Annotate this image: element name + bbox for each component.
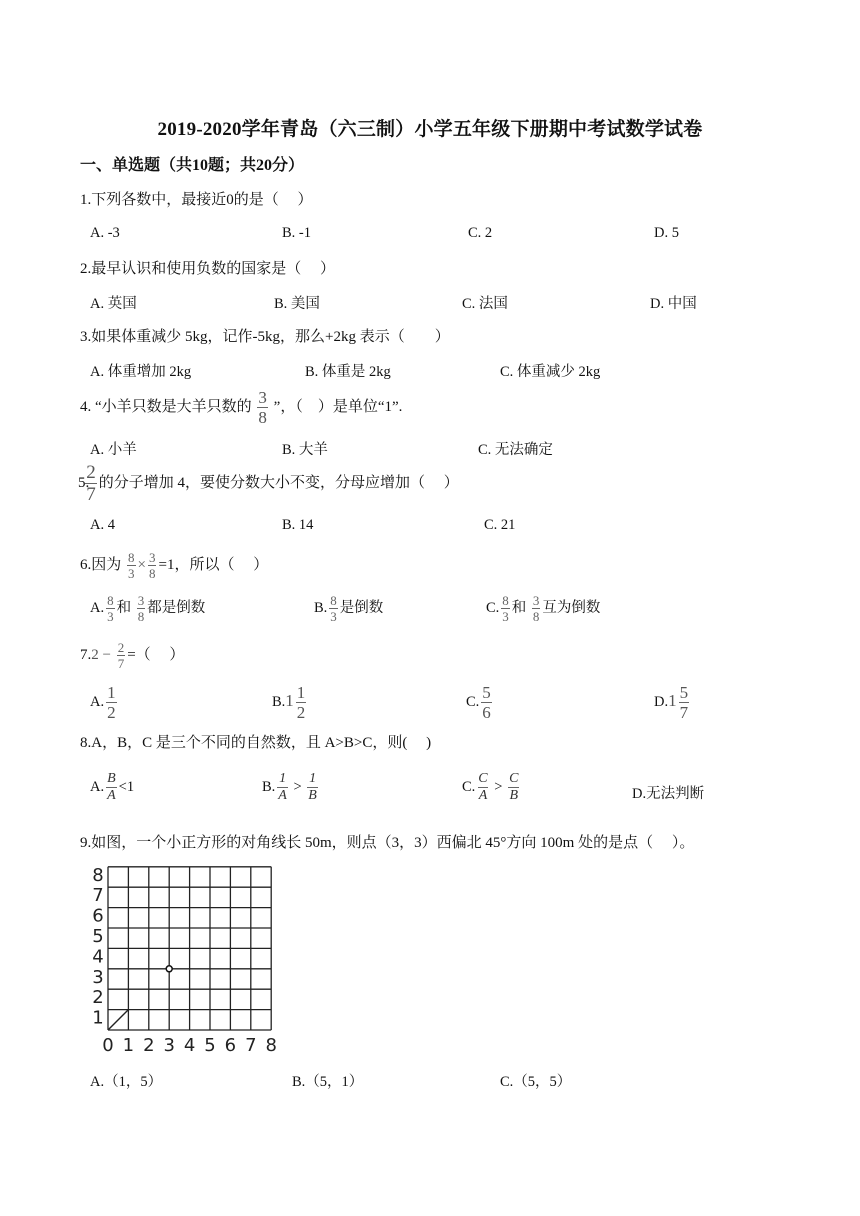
question-1: 1.下列各数中，最接近0的是（ ） xyxy=(80,192,313,208)
x-tick-label: 2 xyxy=(143,1035,155,1056)
q7-d-frac xyxy=(679,684,690,721)
q7-den: 7 xyxy=(117,656,125,671)
q6-b-text: 是倒数 xyxy=(339,599,384,616)
q7-num: 2 xyxy=(117,640,125,655)
q6-b-label: B. xyxy=(314,599,328,616)
q8-c-n1: C xyxy=(478,771,488,786)
q7-whole: 2 − xyxy=(91,646,111,663)
q3-option-b[interactable]: B. 体重是 2kg xyxy=(305,364,391,380)
x-tick-label: 7 xyxy=(245,1035,257,1056)
q6-f2-num: 3 xyxy=(148,550,156,565)
q5-text: 的分子增加 4，要使分数大小不变，分母应增加（ ） xyxy=(98,474,459,491)
q1-option-c[interactable]: C. 2 xyxy=(468,225,493,241)
q7-c-num: 5 xyxy=(482,683,491,702)
q6-a-and: 和 xyxy=(116,599,132,616)
q6-b-num: 8 xyxy=(330,593,337,608)
q7-b-label: B. xyxy=(272,693,286,710)
q8-c-d2: B xyxy=(509,788,519,803)
q8-option-a[interactable] xyxy=(90,772,134,803)
q6-f2-den: 8 xyxy=(148,566,156,581)
exam-title: 2019-2020学年青岛（六三制）小学五年级下册期中考试数学试卷 xyxy=(157,119,703,140)
question-3: 3.如果体重减少 5kg，记作-5kg，那么+2kg 表示（ ） xyxy=(80,329,450,345)
y-tick-label: 6 xyxy=(92,905,104,927)
q6-f1-den: 3 xyxy=(128,566,135,581)
x-tick-label: 1 xyxy=(122,1035,135,1056)
q7-a-num: 1 xyxy=(107,683,116,702)
q4-frac-den: 8 xyxy=(258,408,267,427)
q3-option-a[interactable]: A. 体重增加 2kg xyxy=(90,364,192,380)
y-tick-label: 1 xyxy=(92,1007,104,1029)
q2-option-c[interactable]: C. 法国 xyxy=(462,296,508,312)
q4-option-a[interactable]: A. 小羊 xyxy=(90,442,137,458)
coordinate-grid-figure xyxy=(90,858,290,1063)
question-7 xyxy=(80,641,184,670)
q7-a-frac xyxy=(106,684,117,721)
y-tick-label: 2 xyxy=(92,987,104,1009)
q8-c-frac-2 xyxy=(508,772,519,803)
section-heading: 一、单选题（共10题；共20分） xyxy=(80,157,305,174)
q6-b-frac xyxy=(329,594,338,623)
q5-option-b[interactable]: B. 14 xyxy=(282,517,314,533)
q6-c-f2-num: 3 xyxy=(532,593,540,608)
q7-option-d[interactable] xyxy=(654,684,691,721)
q8-b-op: > xyxy=(293,778,302,795)
q8-c-d1: A xyxy=(478,788,488,803)
q8-a-text: <1 xyxy=(118,778,135,795)
question-9: 9.如图，一个小正方形的对角线长 50m，则点（3，3）西偏北 45°方向 100m 处的是点（ ）。 xyxy=(80,835,695,851)
q8-b-label: B. xyxy=(262,778,276,795)
q6-c-frac-1 xyxy=(501,594,510,623)
q8-b-frac-1 xyxy=(277,772,288,803)
q6-fraction-1 xyxy=(127,551,136,580)
q7-option-a[interactable] xyxy=(90,684,119,721)
q6-option-a[interactable] xyxy=(90,594,205,623)
q6-c-f1-den: 3 xyxy=(502,609,509,624)
q7-a-label: A. xyxy=(90,693,105,710)
q6-b-den: 3 xyxy=(330,609,337,624)
q8-c-label: C. xyxy=(462,778,476,795)
y-tick-label: 8 xyxy=(92,864,104,886)
q7-text-post: =（ ） xyxy=(127,646,185,663)
q6-a-text: 都是倒数 xyxy=(147,599,206,616)
q7-c-den: 6 xyxy=(482,703,491,722)
q8-option-b[interactable] xyxy=(262,772,320,803)
y-tick-label: 7 xyxy=(92,885,104,907)
q8-c-frac-1 xyxy=(477,772,488,803)
q6-a-f2-num: 3 xyxy=(137,593,145,608)
q6-a-f1-num: 8 xyxy=(107,593,114,608)
q6-fraction-2 xyxy=(148,551,157,580)
q1-option-d[interactable]: D. 5 xyxy=(654,225,679,241)
q6-c-f2-den: 8 xyxy=(532,609,540,624)
question-2: 2.最早认识和使用负数的国家是（ ） xyxy=(80,261,336,277)
q4-fraction xyxy=(257,389,268,426)
q5-frac-num: 2 xyxy=(86,462,96,483)
q4-option-b[interactable]: B. 大羊 xyxy=(282,442,328,458)
q2-option-d[interactable]: D. 中国 xyxy=(650,296,697,312)
y-tick-label: 5 xyxy=(92,926,104,947)
q8-a-den: A xyxy=(107,788,116,803)
q9-option-b[interactable]: B.（5，1） xyxy=(292,1074,364,1090)
q6-a-f2-den: 8 xyxy=(137,609,145,624)
grid-point xyxy=(166,966,172,972)
q5-option-a[interactable]: A. 4 xyxy=(90,517,115,533)
q7-d-label: D. xyxy=(654,693,669,710)
q1-option-b[interactable]: B. -1 xyxy=(282,225,311,241)
q7-a-den: 2 xyxy=(107,703,116,722)
q6-text-pre: 6.因为 xyxy=(80,556,122,573)
q7-d-num: 5 xyxy=(679,683,689,702)
question-4 xyxy=(80,389,402,426)
q6-a-frac-2 xyxy=(137,594,146,623)
q7-b-num: 1 xyxy=(296,683,306,702)
q7-c-label: C. xyxy=(466,693,480,710)
q2-option-a[interactable]: A. 英国 xyxy=(90,296,137,312)
q4-frac-num: 3 xyxy=(258,388,267,407)
q6-c-and: 和 xyxy=(511,599,527,616)
q8-option-c[interactable] xyxy=(462,772,521,803)
grid-diagonal xyxy=(108,1010,128,1030)
q2-option-b[interactable]: B. 美国 xyxy=(274,296,320,312)
q8-a-label: A. xyxy=(90,778,105,795)
question-5: 5. $\frac{2}{7}$ 的分子增加 4，要使分数大小不变，分母应增加（ ） xyxy=(78,462,459,505)
x-tick-label: 8 xyxy=(265,1035,277,1056)
q5-option-c[interactable]: C. 21 xyxy=(484,517,516,533)
q8-c-n2: C xyxy=(509,771,519,786)
q7-c-frac xyxy=(481,684,492,721)
q7-d-den: 7 xyxy=(679,703,689,722)
q8-b-d2: B xyxy=(308,788,317,803)
q8-a-frac xyxy=(106,772,117,803)
y-tick-label: 4 xyxy=(92,946,104,968)
q8-b-d1: A xyxy=(278,788,287,803)
q1-option-a[interactable]: A. -3 xyxy=(90,225,120,241)
q8-b-frac-2 xyxy=(307,772,318,803)
q6-option-c[interactable] xyxy=(486,594,600,623)
x-tick-label: 4 xyxy=(183,1035,196,1056)
x-tick-label: 0 xyxy=(102,1035,114,1056)
q8-b-n1: 1 xyxy=(279,771,287,786)
q6-a-label: A. xyxy=(90,599,105,616)
q9-option-c[interactable]: C.（5，5） xyxy=(500,1074,572,1090)
q6-f1-num: 8 xyxy=(128,550,135,565)
q6-times: × xyxy=(137,556,146,573)
coordinate-grid xyxy=(90,858,290,1058)
q7-label: 7. xyxy=(80,646,92,663)
q6-c-f1-num: 8 xyxy=(502,593,509,608)
x-tick-label: 5 xyxy=(204,1035,216,1056)
q3-option-c[interactable]: C. 体重减少 2kg xyxy=(500,364,601,380)
q7-option-b[interactable] xyxy=(272,684,308,721)
q6-text-post: =1，所以（ ） xyxy=(158,556,269,573)
q7-fraction xyxy=(117,641,126,670)
q6-c-text: 互为倒数 xyxy=(542,599,601,616)
q4-text-pre: 4. “小羊只数是大羊只数的 xyxy=(80,398,252,415)
q8-b-n2: 1 xyxy=(309,771,317,786)
q5-frac-den: 7 xyxy=(86,484,96,505)
q8-a-num: B xyxy=(107,771,116,786)
x-tick-label: 6 xyxy=(224,1035,237,1056)
q8-c-op: > xyxy=(494,778,503,795)
q6-c-frac-2 xyxy=(532,594,541,623)
q6-option-b[interactable] xyxy=(314,594,383,623)
question-8: 8.A，B，C 是三个不同的自然数，且 A>B>C，则( ) xyxy=(80,735,432,751)
q6-c-label: C. xyxy=(486,599,500,616)
q6-a-f1-den: 3 xyxy=(107,609,114,624)
question-6 xyxy=(80,551,268,580)
q9-option-a[interactable]: A.（1，5） xyxy=(90,1074,163,1090)
y-tick-label: 3 xyxy=(92,966,104,988)
q7-b-frac xyxy=(296,684,307,721)
q7-b-den: 2 xyxy=(296,703,306,722)
q6-a-frac-1 xyxy=(106,594,115,623)
x-tick-label: 3 xyxy=(163,1035,175,1056)
q7-option-c[interactable] xyxy=(466,684,494,721)
q4-text-post: ”，（ ）是单位“1”. xyxy=(273,398,403,415)
q7-b-whole: 1 xyxy=(285,690,294,710)
q8-option-d[interactable]: D.无法判断 xyxy=(632,786,705,802)
q7-d-whole: 1 xyxy=(668,690,677,710)
q4-option-c[interactable]: C. 无法确定 xyxy=(478,442,553,458)
